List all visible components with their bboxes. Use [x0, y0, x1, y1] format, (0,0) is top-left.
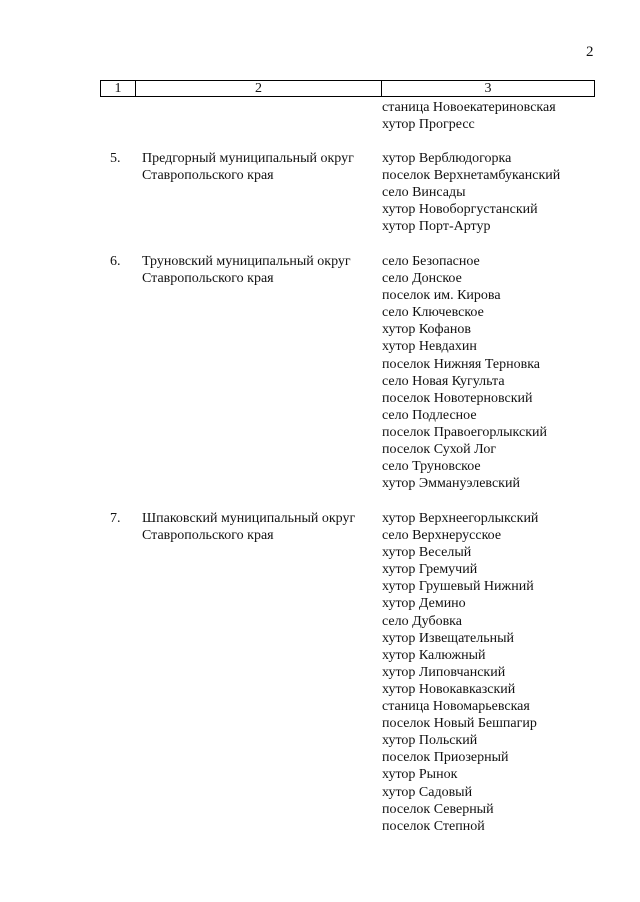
- section-number: 5.: [110, 151, 121, 166]
- district-name-line: Ставропольского края: [142, 271, 274, 286]
- place-item: село Дубовка: [382, 613, 462, 629]
- place-item: хутор Эммануэлевский: [382, 476, 520, 492]
- place-item: поселок Северный: [382, 801, 494, 817]
- place-item: поселок Сухой Лог: [382, 442, 497, 458]
- header-col-2: 2: [136, 81, 382, 96]
- place-item: хутор Польский: [382, 733, 478, 749]
- place-item: хутор Садовый: [382, 784, 473, 800]
- district-name-line: Ставропольского края: [142, 168, 274, 183]
- place-item: поселок им. Кирова: [382, 288, 501, 304]
- header-col-3: 3: [484, 80, 492, 96]
- continued-places-list: [382, 99, 556, 133]
- place-item: хутор Новокавказский: [382, 681, 516, 697]
- place-item: поселок Приозерный: [382, 750, 509, 766]
- places-list: [382, 510, 538, 835]
- place-item: хутор Липовчанский: [382, 664, 506, 680]
- places-list: [382, 253, 547, 492]
- place-item: хутор Верблюдогорка: [382, 151, 512, 166]
- place-item: село Донское: [382, 271, 462, 287]
- district-name: [142, 510, 377, 544]
- place-item: хутор Веселый: [382, 545, 472, 561]
- place-item: станица Новомарьевская: [382, 699, 530, 715]
- district-name-line: Ставропольского края: [142, 528, 274, 543]
- place-item: станица Новоекатериновская: [382, 100, 556, 115]
- place-item: село Подлесное: [382, 407, 477, 423]
- place-item: село Труновское: [382, 459, 481, 475]
- place-item: поселок Новый Бешпагир: [382, 716, 537, 732]
- place-item: поселок Степной: [382, 818, 485, 834]
- places-list: [382, 150, 560, 235]
- place-item: хутор Извещательный: [382, 630, 515, 646]
- place-item: село Безопасное: [382, 254, 480, 269]
- district-name: [142, 150, 377, 184]
- page-number: 2: [586, 44, 594, 60]
- place-item: хутор Грушевый Нижний: [382, 579, 534, 595]
- place-item: село Винсады: [382, 185, 466, 201]
- place-item: село Ключевское: [382, 305, 484, 321]
- section-number: 6.: [110, 254, 121, 269]
- place-item: хутор Рынок: [382, 767, 458, 783]
- place-item: хутор Верхнеегорлыкский: [382, 511, 539, 526]
- place-item: село Верхнерусское: [382, 528, 502, 544]
- place-item: хутор Новоборгустанский: [382, 202, 538, 218]
- place-item: хутор Невдахин: [382, 339, 477, 355]
- place-item: село Новая Кугульта: [382, 373, 505, 389]
- place-item: хутор Демино: [382, 596, 466, 612]
- place-item: поселок Новотерновский: [382, 390, 533, 406]
- district-name-line: Труновский муниципальный округ: [142, 254, 351, 269]
- district-name-line: Предгорный муниципальный округ: [142, 151, 354, 166]
- place-item: поселок Верхнетамбуканский: [382, 168, 561, 184]
- place-item: хутор Прогресс: [382, 117, 475, 133]
- section-number: 7.: [110, 511, 121, 526]
- table-header: [100, 80, 595, 97]
- district-name-line: Шпаковский муниципальный округ: [142, 511, 356, 526]
- place-item: хутор Порт-Артур: [382, 219, 491, 235]
- place-item: хутор Калюжный: [382, 647, 486, 663]
- place-item: хутор Гремучий: [382, 562, 478, 578]
- place-item: поселок Нижняя Терновка: [382, 356, 541, 372]
- district-name: [142, 253, 377, 287]
- header-col-1: 1: [101, 81, 136, 96]
- place-item: хутор Кофанов: [382, 322, 471, 338]
- place-item: поселок Правоегорлыкский: [382, 424, 548, 440]
